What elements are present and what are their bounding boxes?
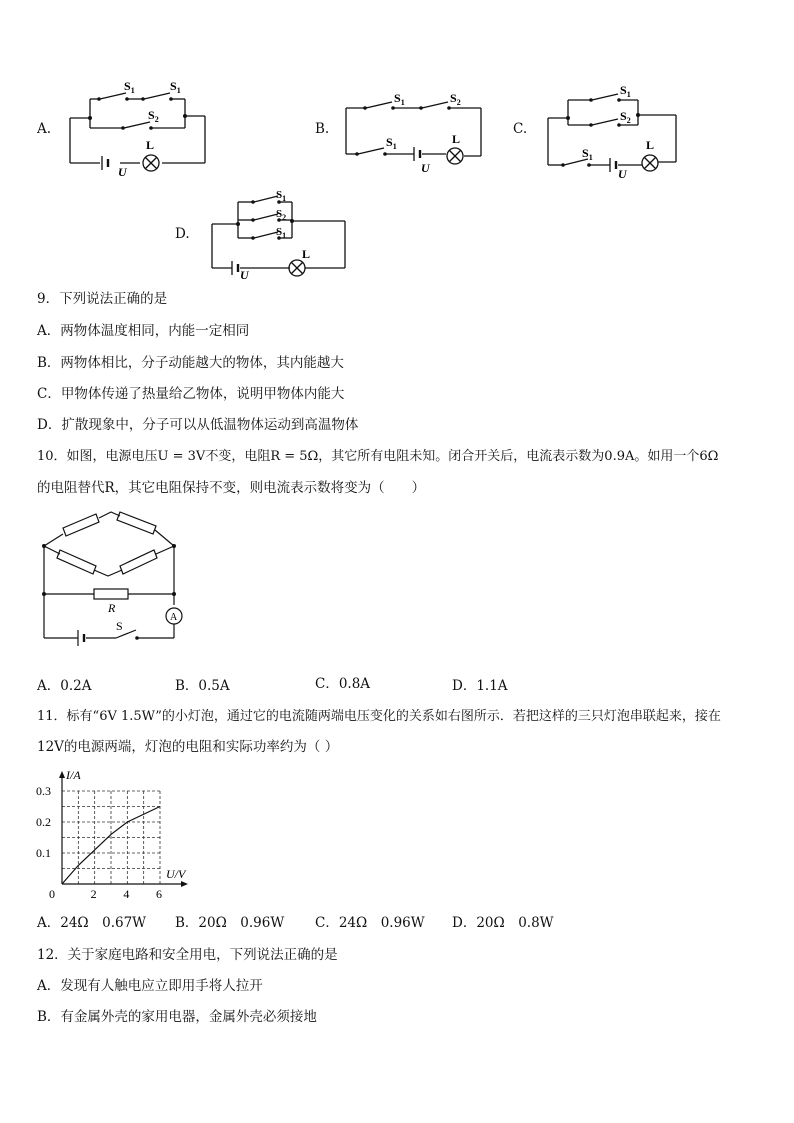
q12-option-a: A．发现有人触电应立即用手将人拉开 [37, 978, 263, 994]
y-axis-arrow [59, 771, 65, 778]
q8a-lamp-label: L [146, 138, 155, 152]
q10-circuit [36, 508, 196, 658]
q8-circuit-d [200, 186, 360, 281]
x-axis-label: U/V [166, 867, 186, 881]
q8b-lamp-label: L [452, 132, 461, 146]
q8c-lamp-label: L [646, 138, 655, 152]
q11-stem-line2: 12V的电源两端，灯泡的电阻和实际功率约为（ ） [37, 739, 339, 755]
q9-stem: 9．下列说法正确的是 [37, 291, 168, 307]
x-axis-arrow [181, 881, 188, 887]
q8d-s2: $S_2$ [276, 208, 287, 222]
q8d-lamp-label: L [302, 247, 311, 261]
q10-option-c: C．0.8A [315, 676, 371, 692]
q11-iu-chart [34, 766, 204, 900]
q11-option-d: D．20Ω 0.8W [452, 915, 554, 931]
x-tick-label: 4 [123, 887, 130, 900]
chart-grid [62, 791, 160, 884]
q8c-s-top: $S_1$ [620, 83, 631, 99]
q11-option-b: B．20Ω 0.96W [175, 915, 285, 931]
q8a-s-bottom: $S_2$ [148, 108, 159, 124]
q10-option-a: A．0.2A [37, 678, 92, 694]
x-tick-label: 6 [156, 887, 162, 900]
q10-option-b: B．0.5A [175, 678, 230, 694]
q8-circuit-a [60, 78, 220, 178]
q10-option-d: D．1.1A [452, 678, 508, 694]
q8-option-a-label: A. [37, 121, 52, 137]
q12-stem: 12．关于家庭电路和安全用电，下列说法正确的是 [37, 947, 338, 963]
q8a-s-top-right: $S_1$ [170, 79, 181, 95]
q8d-s1: $S_1$ [276, 189, 287, 203]
q8a-source-label: U [118, 165, 127, 178]
y-tick-label: 0.2 [36, 815, 51, 829]
q12-option-b: B．有金属外壳的家用电器，金属外壳必须接地 [37, 1009, 317, 1025]
q11-stem-line1: 11．标有“6V 1.5W”的小灯泡，通过它的电流随两端电压变化的关系如右图所示．若把这样的三只灯泡串联起来，接在 [37, 709, 721, 724]
q8-option-d-label: D. [175, 226, 190, 242]
q8-circuit-c [538, 80, 688, 180]
q9-option-b: B．两物体相比，分子动能越大的物体，其内能越大 [37, 355, 344, 371]
q11-option-c: C．24Ω 0.96W [315, 915, 425, 931]
q8-option-b-label: B. [315, 121, 330, 137]
q9-option-c: C．甲物体传递了热量给乙物体，说明甲物体内能大 [37, 386, 345, 402]
q8b-source-label: U [421, 161, 430, 175]
q9-option-d: D．扩散现象中，分子可以从低温物体运动到高温物体 [37, 417, 359, 433]
q8-option-c-label: C. [513, 121, 528, 137]
q10-switch-label: S [116, 619, 123, 633]
q8d-source-label: U [240, 268, 249, 281]
q8a-s-top-left: $S_1$ [124, 79, 135, 95]
q10-stem-line2: 的电阻替代R，其它电阻保持不变，则电流表示数将变为（ ） [37, 480, 426, 496]
y-tick-label: 0.3 [36, 784, 51, 798]
q10-ammeter-label: A [170, 612, 178, 623]
q8c-s-bottom: $S_1$ [582, 146, 593, 162]
q8-circuit-b [336, 88, 496, 178]
q9-option-a: A．两物体温度相同，内能一定相同 [37, 323, 250, 339]
y-tick-label: 0.1 [36, 846, 51, 860]
q10-resistor-label: R [108, 601, 116, 615]
q8b-s-bottom: $S_1$ [386, 135, 397, 151]
q11-option-a: A．24Ω 0.67W [37, 915, 147, 931]
q8b-s-top-left: $S_1$ [394, 91, 405, 107]
y-axis-label: I/A [66, 768, 81, 782]
q10-stem-line1: 10．如图，电源电压U = 3V不变，电阻R = 5Ω，其它所有电阻未知。闭合开关后，电流表示数为0.9A。如用一个6Ω [37, 449, 719, 464]
q8c-source-label: U [618, 167, 627, 180]
q8b-s-top-right: $S_2$ [450, 91, 461, 107]
q8c-s-mid: $S_2$ [620, 109, 631, 125]
q8d-s3: $S_1$ [276, 226, 287, 240]
origin-label: 0 [49, 887, 55, 900]
x-tick-label: 2 [90, 887, 97, 900]
